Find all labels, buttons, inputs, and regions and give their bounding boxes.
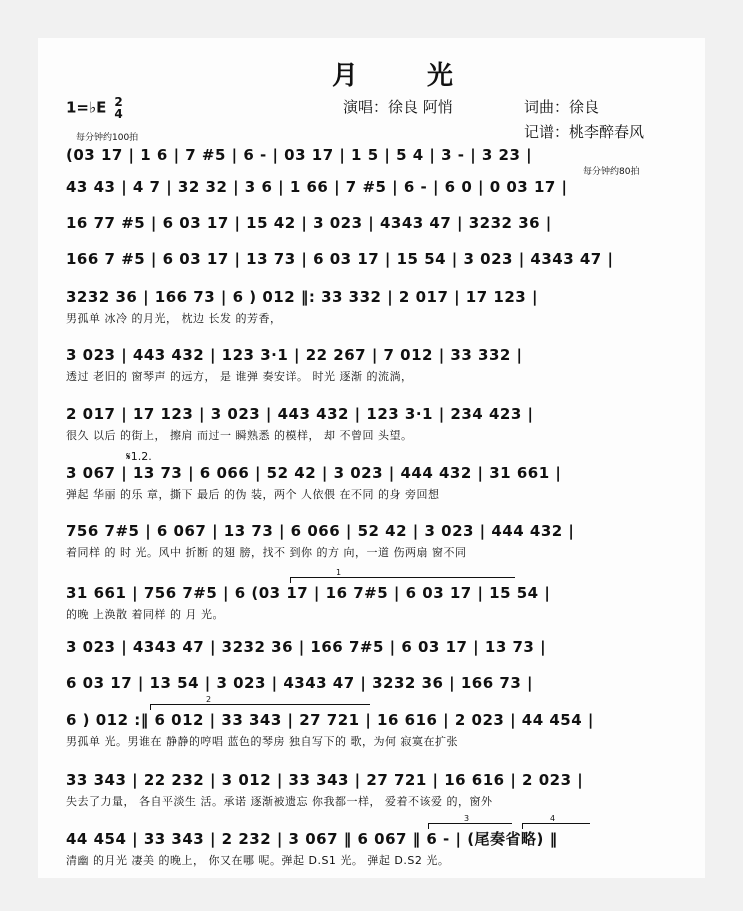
lyric-line: 的晚 上涣散 着同样 的 月 光。 [66, 608, 224, 621]
volta-bracket-3 [428, 814, 512, 824]
volta-bracket-2 [150, 695, 370, 705]
key-signature [66, 96, 123, 120]
lyric-line: 失去了力量， 各自平淡生 活。承诺 逐渐被遗忘 你我都一样， 爱着不该爱 的，窗外 [66, 795, 493, 808]
transcriber-credit: 记谱：桃李醉春风 [524, 123, 645, 141]
lyric-line: 男孤单 光。男谁在 静静的哼唱 蓝色的琴房 独自写下的 歌，为何 寂寞在扩张 [66, 735, 458, 748]
lyric-line: 很久 以后 的街上， 擦肩 而过一 瞬熟悉 的模样， 却 不曾回 头望。 [66, 429, 413, 442]
lyric-line: 着同样 的 时 光。风中 折断 的翅 膀，找不 到你 的方 向，一道 伤两扇 窗不同 [66, 546, 467, 559]
volta-number: 1 [336, 568, 342, 577]
volta-number: 3 [464, 814, 470, 823]
notation-line: 2 017 | 17 123 | 3 023 | 443 432 | 123 3·1 | 234 423 | [66, 405, 534, 423]
lyric-line: 男孤单 冰冷 的月光， 枕边 长发 的芳香， [66, 312, 282, 325]
lyricist-credit: 词曲：徐良 [524, 98, 600, 116]
time-signature-bottom: 4 [114, 107, 123, 121]
notation-line: 3 023 | 443 432 | 123 3·1 | 22 267 | 7 012 | 33 332 | [66, 346, 523, 364]
notation-line: 3232 36 | 166 73 | 6 ) 012 ‖: 33 332 | 2 017 | 17 123 | [66, 288, 538, 306]
tempo-marking-intro: 每分钟约100拍 [76, 133, 139, 143]
notation-line: 756 7#5 | 6 067 | 13 73 | 6 066 | 52 42 | 3 023 | 444 432 | [66, 522, 575, 540]
singer-credit: 演唱：徐良 阿悄 [343, 98, 453, 116]
volta-number: 2 [206, 695, 212, 704]
notation-line: 6 03 17 | 13 54 | 3 023 | 4343 47 | 3232 36 | 166 73 | [66, 674, 533, 692]
song-title: 月 光 [332, 61, 484, 91]
notation-line: 33 343 | 22 232 | 3 012 | 33 343 | 27 721 | 16 616 | 2 023 | [66, 771, 584, 789]
lyric-line: 透过 老旧的 窗琴声 的远方， 是 谁弹 奏安详。 时光 逐渐 的流淌， [66, 370, 413, 383]
notation-line: 44 454 | 33 343 | 2 232 | 3 067 ‖ 6 067 ‖ 6 - | (尾奏省略) ‖ [66, 830, 558, 848]
lyric-line: 清幽 的月光 凄美 的晚上， 你又在哪 呢。弹起 D.S1 光。 弹起 D.S2 光。 [66, 854, 450, 867]
volta-number: 4 [550, 814, 556, 823]
notation-line: 166 7 #5 | 6 03 17 | 13 73 | 6 03 17 | 15 54 | 3 023 | 4343 47 | [66, 250, 614, 268]
notation-line: 31 661 | 756 7#5 | 6 (03 17 | 16 7#5 | 6 03 17 | 15 54 | [66, 584, 551, 602]
key-label: 1=♭E [66, 98, 107, 117]
notation-line: 3 023 | 4343 47 | 3232 36 | 166 7#5 | 6 03 17 | 13 73 | [66, 638, 547, 656]
volta-bracket-4 [522, 814, 590, 824]
notation-line: 3 067 | 13 73 | 6 066 | 52 42 | 3 023 | 444 432 | 31 661 | [66, 464, 562, 482]
time-signature [114, 96, 122, 120]
notation-line: 16 77 #5 | 6 03 17 | 15 42 | 3 023 | 4343 47 | 3232 36 | [66, 214, 552, 232]
volta-bracket-1 [290, 568, 515, 578]
notation-line: 43 43 | 4 7 | 32 32 | 3 6 | 1 66 | 7 #5 | 6 - | 6 0 | 0 03 17 | [66, 178, 568, 196]
lyric-line: 弹起 华丽 的乐 章，撕下 最后 的伪 装，两个 人依偎 在不同 的身 旁回想 [66, 488, 440, 501]
notation-line: (03 17 | 1 6 | 7 #5 | 6 - | 03 17 | 1 5 | 5 4 | 3 - | 3 23 | [66, 146, 533, 164]
tempo-marking-verse: 每分钟约80拍 [583, 167, 640, 177]
notation-line: 6 ) 012 :‖ 6 012 | 33 343 | 27 721 | 16 616 | 2 023 | 44 454 | [66, 711, 594, 729]
time-signature-top: 2 [114, 95, 123, 109]
segno-mark: 𝄋1.2. [126, 450, 152, 463]
